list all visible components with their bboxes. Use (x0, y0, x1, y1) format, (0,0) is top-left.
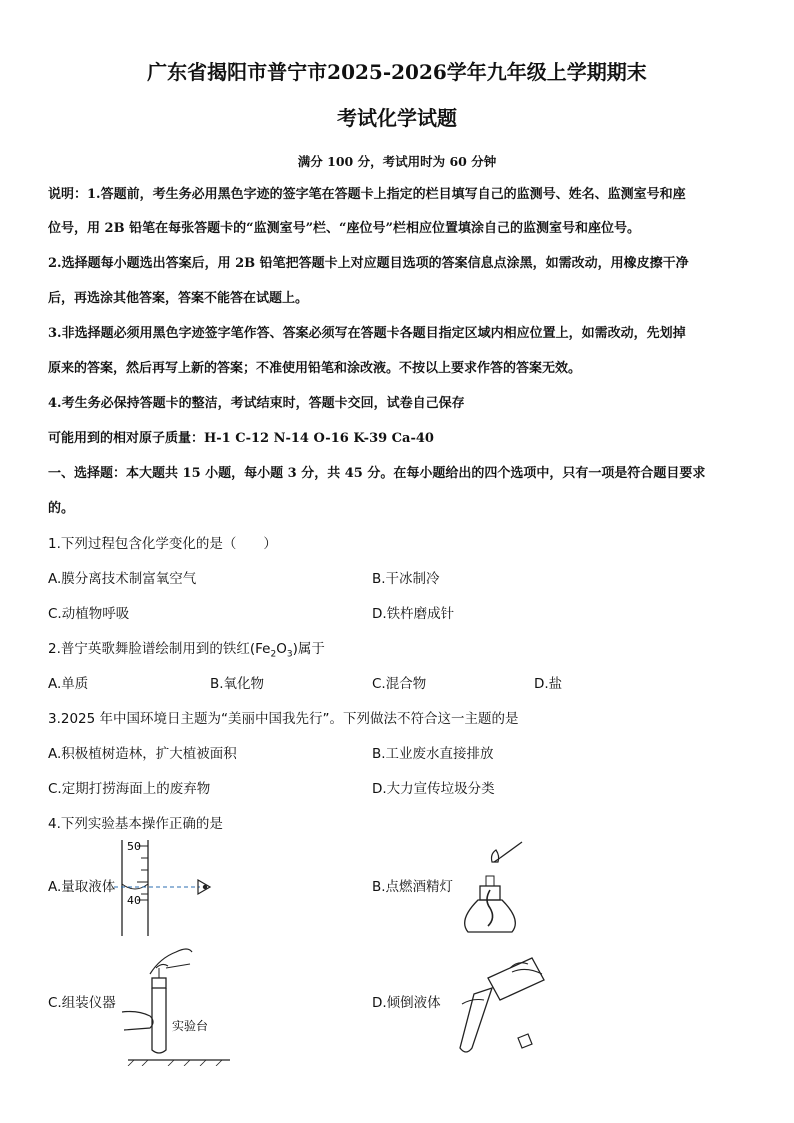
instruction-line: 4.考生务必保持答题卡的整洁，考试结束时，答题卡交回，试卷自己保存 (48, 396, 465, 411)
instruction-line: 后，再选涂其他答案，答案不能答在试题上。 (48, 291, 309, 306)
q3-option-b: B.工业废水直接排放 (372, 746, 494, 762)
q2-option-d: D.盐 (534, 676, 563, 692)
bench-label: 实验台 (172, 1019, 209, 1033)
q3-option-d: D.大力宣传垃圾分类 (372, 781, 495, 797)
instruction-line: 原来的答案，然后再写上新的答案；不准使用铅笔和涂改液。不按以上要求作答的答案无效。 (48, 361, 582, 376)
assemble-apparatus-figure (120, 938, 240, 1066)
pour-liquid-figure (452, 948, 562, 1058)
q1-option-c: C.动植物呼吸 (48, 606, 130, 622)
q1-option-a: A.膜分离技术制富氧空气 (48, 571, 197, 587)
section-heading: 一、选择题：本大题共 15 小题，每小题 3 分，共 45 分。在每小题给出的四个选项中，只有一项是符合题目要求 (48, 466, 706, 481)
title-line-2: 考试化学试题 (337, 106, 457, 130)
q1-option-b: B.干冰制冷 (372, 571, 440, 587)
q3-option-c: C.定期打捞海面上的废弃物 (48, 781, 211, 797)
subtitle: 满分 100 分，考试用时为 60 分钟 (297, 154, 497, 169)
atomic-mass-line: 可能用到的相对原子质量：H-1 C-12 N-14 O-16 K-39 Ca-40 (48, 431, 434, 446)
q3-option-a: A.积极植树造林，扩大植被面积 (48, 746, 237, 762)
title-line-1: 广东省揭阳市普宁市2025-2026学年九年级上学期期末 (147, 60, 647, 84)
q2-stem-before: 2.普宁英歌舞脸谱绘制用到的铁红( (48, 641, 256, 657)
instruction-line: 说明：1.答题前，考生务必用黑色字迹的签字笔在答题卡上指定的栏目填写自己的监测号、姓名、监测室号和座 (48, 187, 686, 202)
alcohol-lamp-figure (448, 840, 538, 940)
q4-option-c: C.组装仪器 (48, 995, 116, 1011)
cylinder-mark-bottom: 40 (127, 894, 141, 907)
q1-option-d: D.铁杵磨成针 (372, 606, 455, 622)
q4-stem: 4.下列实验基本操作正确的是 (48, 816, 223, 832)
cylinder-mark-top: 50 (127, 840, 141, 853)
q3-stem: 3.2025 年中国环境日主题为“美丽中国我先行”。下列做法不符合这一主题的是 (48, 711, 519, 727)
graduated-cylinder-figure (112, 838, 222, 938)
q2-formula: $Fe_2O_3$ (255, 641, 293, 660)
q2-option-a: A.单质 (48, 676, 89, 692)
instruction-line: 2.选择题每小题选出答案后，用 2B 铅笔把答题卡上对应题目选项的答案信息点涂黑，如需改动，用橡皮擦干净 (48, 256, 689, 271)
q2-option-c: C.混合物 (372, 676, 427, 692)
q1-stem: 1.下列过程包含化学变化的是（ ） (48, 536, 277, 552)
q2-stem-after: )属于 (292, 641, 325, 657)
q4-option-a: A.量取液体 (48, 879, 116, 895)
instruction-line: 位号，用 2B 铅笔在每张答题卡的“监测室号”栏、“座位号”栏相应位置填涂自己的监测室号和座位号。 (48, 221, 640, 236)
q4-option-b: B.点燃酒精灯 (372, 879, 454, 895)
q2-option-b: B.氧化物 (210, 676, 265, 692)
section-heading-cont: 的。 (48, 501, 75, 516)
q2-stem (48, 640, 325, 664)
q4-option-d: D.倾倒液体 (372, 995, 441, 1011)
instruction-line: 3.非选择题必须用黑色字迹签字笔作答、答案必须写在答题卡各题目指定区域内相应位置上，如需改动，先划掉 (48, 326, 686, 341)
